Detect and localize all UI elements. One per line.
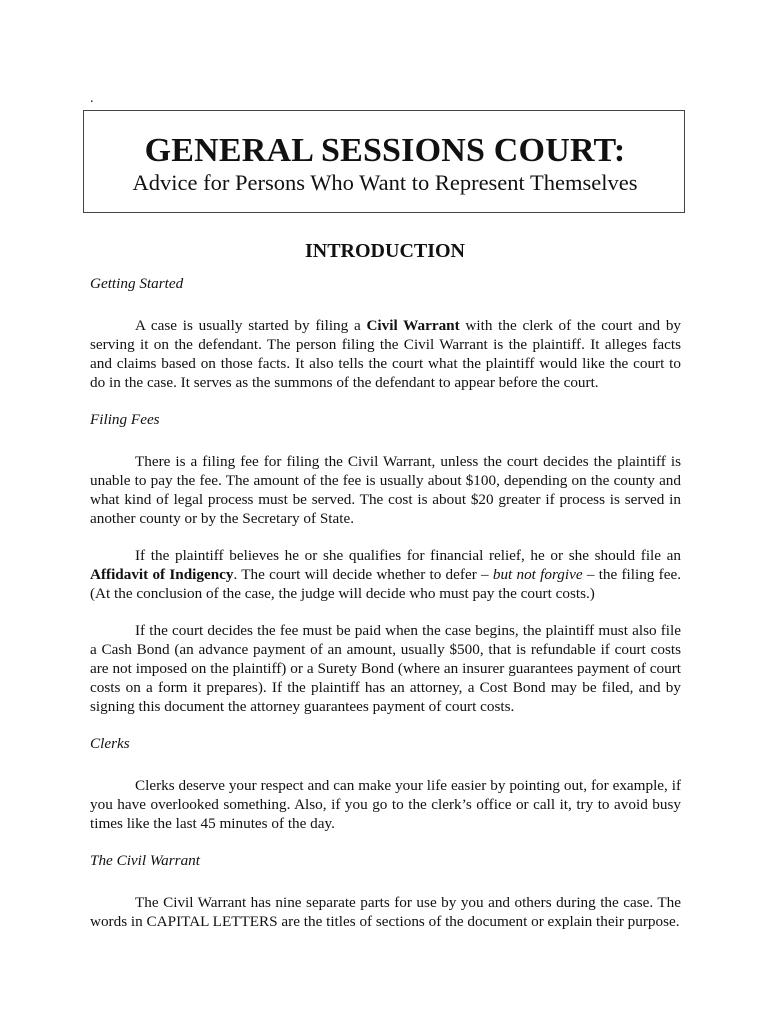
paragraph-clerks: Clerks deserve your respect and can make your life easier by pointing out, for example, if you have overlooked something. Also, if you go to the clerk’s office or call it, try to avoid busy times like the last 45 minutes of the day.	[90, 777, 681, 832]
paragraph-affidavit	[90, 546, 681, 603]
paragraph-getting-started	[90, 316, 681, 392]
section-title: INTRODUCTION	[304, 240, 466, 262]
italic-emphasis: but not forgive	[492, 566, 583, 583]
document-subtitle: Advice for Persons Who Want to Represent Themselves	[132, 170, 638, 195]
text: . The court will decide whether to defer –	[233, 566, 493, 583]
heading-filing-fees: Filing Fees	[90, 411, 160, 428]
document-title: GENERAL SESSIONS COURT:	[144, 132, 626, 169]
text: If the plaintiff believes he or she qualifies for financial relief, he or she should file an	[135, 547, 681, 564]
stray-dot: .	[90, 91, 94, 106]
paragraph-filing-fee-amount: There is a filing fee for filing the Civil Warrant, unless the court decides the plaintiff is unable to pay the fee. The amount of the fee is usually about $100, depending on the county and what kind of legal process must be served. The cost is about $20 greater if process is served in another county or by the Secretary of State.	[90, 453, 681, 527]
paragraph-civil-warrant: The Civil Warrant has nine separate parts for use by you and others during the case. The words in CAPITAL LETTERS are the titles of sections of the document or explain their purpose.	[90, 894, 681, 930]
text: – the filing fee. (At the conclusion of the case, the judge will decide who must pay the court costs.)	[90, 566, 681, 602]
heading-getting-started: Getting Started	[90, 275, 184, 292]
bold-term-affidavit: Affidavit of Indigency	[90, 566, 234, 583]
paragraph-bonds: If the court decides the fee must be paid when the case begins, the plaintiff must also file a Cash Bond (an advance payment of an amount, usually $500, that is refundable if court costs are not imposed on the plaintiff) or a Surety Bond (where an insurer guarantees payment of court costs on a form it prepares). If the plaintiff has an attorney, a Cost Bond may be filed, and by signing this document the attorney guarantees payment of court costs.	[90, 622, 681, 715]
bold-term-civil-warrant: Civil Warrant	[366, 317, 460, 334]
heading-civil-warrant: The Civil Warrant	[90, 852, 200, 869]
heading-clerks: Clerks	[90, 735, 130, 752]
document-body	[90, 274, 681, 931]
text: A case is usually started by filing a	[135, 317, 367, 334]
text: with the clerk of the court and by serving it on the defendant. The person filing the Civil Warrant is the plaintiff. It alleges facts and claims based on those facts. It also tells the court what the plaintiff would like the court to do in the case. It serves as the summons of the defendant to appear before the court.	[90, 317, 682, 391]
